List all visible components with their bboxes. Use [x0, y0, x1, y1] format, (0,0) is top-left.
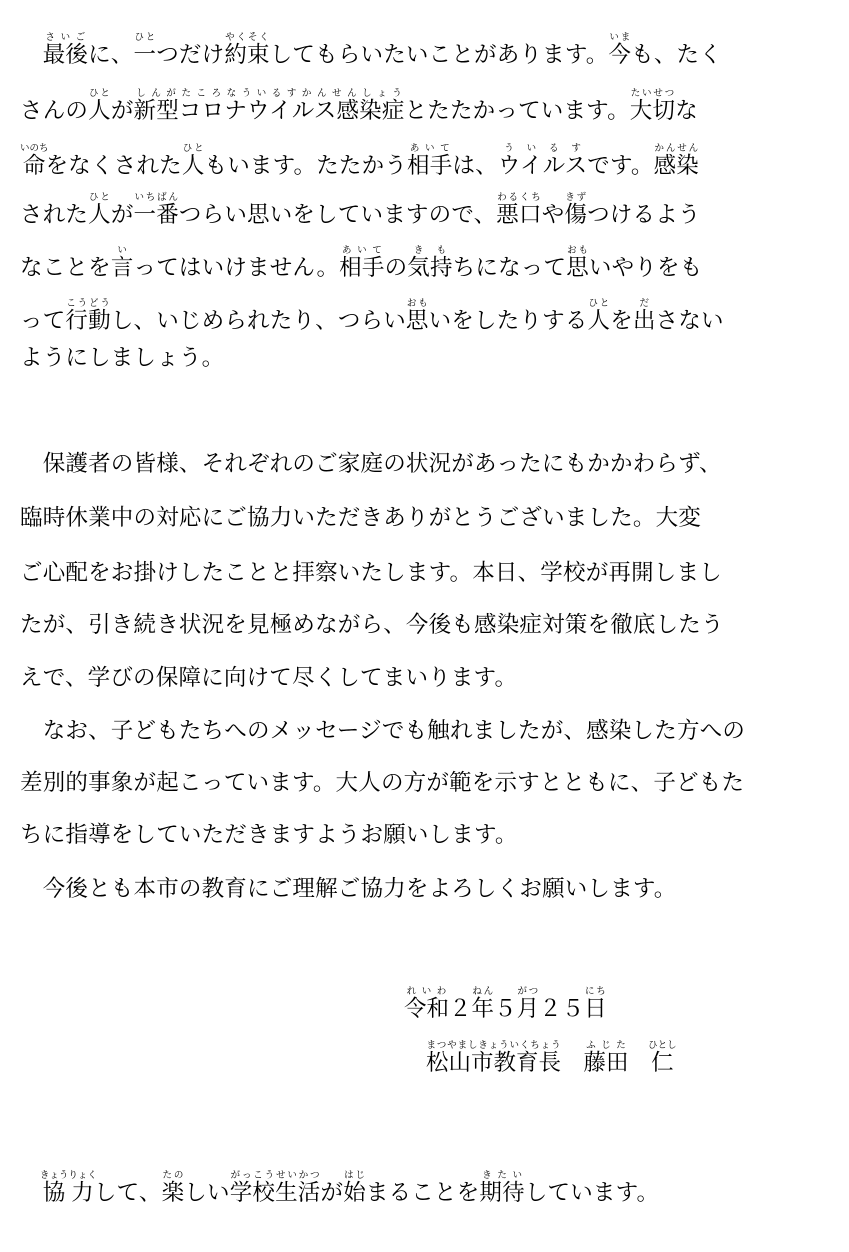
furigana-reading: あいて [407, 143, 453, 154]
child-message-line: 最後さいごに、一ひとつだけ約束やくそくしてもらいたいことがあります。今いまも、たく [42, 32, 722, 68]
furigana-reading: ひと [587, 298, 611, 309]
furigana-word: 言い [110, 245, 134, 281]
parent-message-line: えで、学びの保障に向けて尽くしてまいります。 [20, 665, 518, 691]
furigana-word: 協力きょうりょく [39, 1170, 97, 1206]
furigana-reading: まつやましきょういくちょう [426, 1040, 562, 1051]
furigana-reading: おも [405, 298, 429, 309]
furigana-reading: さいご [42, 32, 89, 43]
furigana-word: 楽たの [161, 1170, 185, 1206]
furigana-reading: わるくち [496, 192, 542, 203]
furigana-reading: こうどう [65, 298, 111, 309]
furigana-reading: がっこうせいかつ [229, 1170, 321, 1181]
closing-message: 協力きょうりょくして、楽たのしい学校生活がっこうせいかつが始はじまることを期待きたいしています。 [39, 1170, 660, 1206]
furigana-word: 始はじ [343, 1170, 366, 1206]
parent-message-line: たが、引き続き状況を見極めながら、今後も感染症対策を徹底したう [20, 612, 724, 638]
furigana-word: 年ねん [471, 986, 495, 1022]
furigana-reading: がつ [516, 986, 540, 997]
furigana-reading: はじ [343, 1170, 366, 1181]
furigana-reading: いま [608, 32, 632, 43]
furigana-word: 期待きたい [479, 1170, 525, 1206]
furigana-word: 気持きも [407, 245, 453, 281]
furigana-reading: だ [632, 298, 656, 309]
furigana-reading: ふじた [583, 1040, 629, 1051]
furigana-word: 出だ [632, 298, 656, 334]
parent-message-line: 臨時休業中の対応にご協力いただきありがとうございました。大変 [20, 505, 702, 531]
furigana-word: 約束やくそく [224, 32, 270, 68]
furigana-reading: いのち [20, 143, 49, 154]
furigana-word: 大切たいせつ [629, 88, 676, 124]
furigana-word: 松山市教育長まつやましきょういくちょう [426, 1040, 562, 1076]
furigana-reading: ひと [181, 143, 205, 154]
furigana-word: 感染かんせん [653, 143, 700, 179]
furigana-word: 行動こうどう [65, 298, 111, 334]
furigana-reading: い [110, 245, 134, 256]
furigana-reading: あいて [339, 245, 385, 256]
parent-message-line: ちに指導をしていただきますようお願いします。 [20, 822, 518, 848]
furigana-word: 命いのち [20, 143, 49, 179]
furigana-reading: かんせん [653, 143, 700, 154]
furigana-word: 日にち [584, 986, 607, 1022]
furigana-word: 相手あいて [339, 245, 385, 281]
furigana-word: 令和れいわ [404, 986, 450, 1022]
furigana-word: 一ひと [133, 32, 157, 68]
parent-message-line: ご心配をお掛けしたことと拝察いたします。本日、学校が再開しまし [20, 560, 722, 586]
child-message-line: 命いのちをなくされた人ひともいます。たたかう相手あいては、ウイルスういるすです。感染かんせん [20, 143, 700, 179]
furigana-word: 人ひと [88, 192, 111, 228]
furigana-reading: たいせつ [629, 88, 676, 99]
parent-message-line: 保護者の皆様、それぞれのご家庭の状況があったにもかかわらず、 [20, 451, 722, 477]
furigana-word: 一番いちばん [133, 192, 179, 228]
furigana-reading: しんがたころなういるすかんせんしょう [133, 88, 405, 99]
furigana-reading: きも [407, 245, 453, 256]
furigana-word: 藤田ふじた [583, 1040, 629, 1076]
furigana-word: 最後さいご [42, 32, 89, 68]
date: 令和れいわ２年ねん５月がつ２５日にち [404, 986, 607, 1022]
furigana-reading: きず [564, 192, 588, 203]
signature [426, 1040, 677, 1075]
furigana-word: 人ひと [181, 143, 205, 179]
furigana-reading: きょうりょく [39, 1170, 97, 1181]
child-message-line: さんの人ひとが新型コロナウイルス感染症しんがたころなういるすかんせんしょうとたたかっています。大切たいせつな [20, 88, 698, 124]
furigana-reading: ひとし [648, 1040, 677, 1051]
furigana-word: ウイルスういるす [497, 143, 588, 179]
furigana-reading: たの [161, 1170, 185, 1181]
child-message-line: された人ひとが一番いちばんつらい思いをしていますので、悪口わるくちや傷きずつけるよう [20, 192, 701, 228]
parent-message-line: 差別的事象が起こっています。大人の方が範を示すとともに、子どもた [20, 770, 745, 796]
furigana-word: 学校生活がっこうせいかつ [229, 1170, 321, 1206]
furigana-word: 月がつ [516, 986, 540, 1022]
child-message-line: って行動こうどうし、いじめられたり、つらい思おもいをしたりする人ひとを出ださない [20, 298, 724, 334]
furigana-word: 傷きず [564, 192, 588, 228]
furigana-reading: やくそく [224, 32, 270, 43]
furigana-word: 思おも [566, 245, 589, 281]
furigana-reading: ひと [133, 32, 157, 43]
child-message-line: なことを言いってはいけません。相手あいての気持きもちになって思おもいやりをも [20, 245, 703, 281]
furigana-word: 人ひと [587, 298, 611, 334]
furigana-word: 仁ひとし [648, 1040, 677, 1076]
furigana-reading: ひと [88, 88, 111, 99]
furigana-word: 新型コロナウイルス感染症しんがたころなういるすかんせんしょう [133, 88, 405, 124]
furigana-word: 悪口わるくち [496, 192, 542, 228]
furigana-reading: ねん [471, 986, 495, 997]
furigana-reading: おも [566, 245, 589, 256]
furigana-word: 相手あいて [407, 143, 453, 179]
furigana-word: 今いま [608, 32, 632, 68]
furigana-word: 思おも [405, 298, 429, 334]
child-message-line: ようにしましょう。 [20, 345, 225, 371]
furigana-reading: ひと [88, 192, 111, 203]
furigana-reading: きたい [479, 1170, 525, 1181]
parent-message-line: なお、子どもたちへのメッセージでも触れましたが、感染した方への [20, 718, 746, 744]
furigana-word: 人ひと [88, 88, 111, 124]
furigana-reading: ういるす [497, 143, 588, 154]
parent-message-line: 今後とも本市の教育にご理解ご協力をよろしくお願いします。 [20, 876, 677, 902]
furigana-reading: にち [584, 986, 607, 997]
furigana-reading: れいわ [404, 986, 450, 997]
furigana-reading: いちばん [133, 192, 179, 203]
